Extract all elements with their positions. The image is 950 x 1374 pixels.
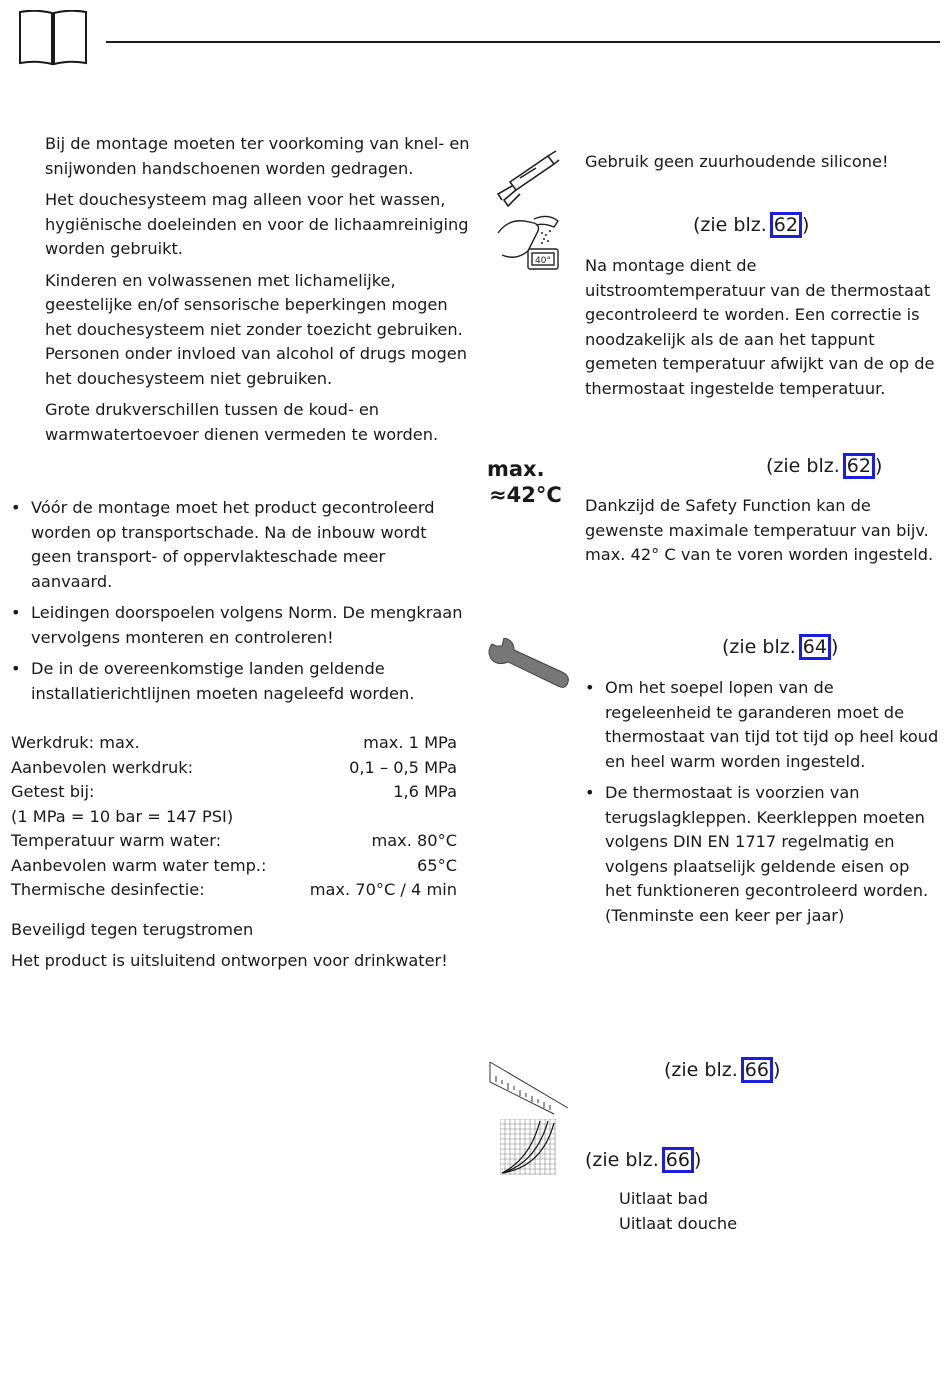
reference-suffix: ) <box>693 1149 702 1171</box>
bullet-marker: • <box>11 659 21 678</box>
book-icon <box>19 10 87 66</box>
reference-suffix: ) <box>801 214 810 236</box>
page-reference <box>585 1147 701 1173</box>
spec-label: Aanbevolen warm water temp.: <box>11 855 267 875</box>
spec-value: max. 80°C <box>371 831 457 850</box>
calibration-text: Na montage dient de uitstroomtemperatuur van de thermostaat gecontroleerd te worden. Een correctie is noodzakelijk als de aan het tappunt gemeten temperatuur afwijkt van de op de thermostaat ingestelde temperatuur. <box>585 256 935 398</box>
spec-row <box>11 780 457 805</box>
reference-label: (zie blz. <box>693 214 767 236</box>
spec-value: 65°C <box>417 855 457 875</box>
spec-label: Temperatuur warm water: <box>11 831 222 850</box>
safety-paragraph: Kinderen en volwassenen met lichamelijke, geestelijke en/of sensorische beperkingen mogen het douchesysteem niet zonder toezicht gebruiken. Personen onder invloed van alcohol of drugs mogen het douchesysteem niet gebruiken. <box>45 270 467 388</box>
spec-label: Aanbevolen werkdruk: <box>11 757 194 777</box>
page-link[interactable]: 66 <box>662 1147 694 1173</box>
list-item <box>11 496 471 594</box>
page-reference <box>722 634 838 660</box>
reference-label: (zie blz. <box>722 636 796 658</box>
spec-row <box>11 854 457 879</box>
reference-label: (zie blz. <box>766 455 840 477</box>
bullet-marker: • <box>585 783 595 802</box>
page-link[interactable]: 64 <box>799 634 831 660</box>
list-item: Uitlaat douche <box>619 1213 738 1233</box>
thermometer-hand-icon <box>494 211 562 281</box>
spec-value: max. 70°C / 4 min <box>309 880 457 899</box>
bullet-marker: • <box>11 498 21 517</box>
reference-label: (zie blz. <box>585 1149 659 1171</box>
page-link[interactable]: 62 <box>770 212 802 238</box>
list-item-text: De thermostaat is voorzien van terugslagkleppen. Keerkleppen moeten volgens DIN EN 1717 regelmatig en volgens plaatselijk geldende eisen op het funktioneren gecontroleerd worden. (Tenminste een keer per jaar) <box>605 783 929 925</box>
safety-paragraph: Het douchesysteem mag alleen voor het wassen, hygiënische doeleinden en voor de lichaamreiniging worden gebruikt. <box>45 190 469 258</box>
dimension-ruler-icon <box>488 1060 570 1124</box>
spec-value: 1,6 MPa <box>393 782 457 801</box>
maintenance-notes <box>585 676 941 935</box>
spec-value: 0,1 – 0,5 MPa <box>349 757 457 777</box>
spec-label: Getest bij: <box>11 782 95 801</box>
list-item-text: Leidingen doorspoelen volgens Norm. De mengkraan vervolgens monteren en controleren! <box>31 603 463 647</box>
drinking-water-note: Het product is uitsluitend ontworpen voor drinkwater! <box>11 951 448 970</box>
page-link[interactable]: 66 <box>741 1057 773 1083</box>
page-link[interactable]: 62 <box>843 453 875 479</box>
spec-row <box>11 805 457 830</box>
bullet-marker: • <box>11 603 21 622</box>
reference-suffix: ) <box>830 636 839 658</box>
backflow-note: Beveiligd tegen terugstromen <box>11 920 254 939</box>
spec-label: Werkdruk: max. <box>11 733 140 752</box>
header-rule <box>106 41 940 43</box>
spec-row <box>11 756 457 781</box>
flow-graph-icon <box>500 1119 556 1183</box>
list-item-text: Om het soepel lopen van de regeleenheid te garanderen moet de thermostaat van tijd tot tijd op heel koud en heel warm worden ingesteld. <box>605 678 939 771</box>
wrench-icon <box>486 638 572 698</box>
spec-row <box>11 731 457 756</box>
safety-function-text: Dankzijd de Safety Function kan de gewenste maximale temperatuur van bijv. max. 42° C van te voren worden ingesteld. <box>585 496 934 564</box>
reference-suffix: ) <box>874 455 883 477</box>
safety-notes <box>45 132 475 447</box>
spec-value: max. 1 MPa <box>363 733 457 752</box>
reference-label: (zie blz. <box>664 1059 738 1081</box>
silicone-note: Gebruik geen zuurhoudende silicone! <box>585 152 889 171</box>
svg-text:40°: 40° <box>535 256 551 266</box>
list-item <box>11 601 471 650</box>
spec-row <box>11 829 457 854</box>
reference-suffix: ) <box>772 1059 781 1081</box>
max-label: max. <box>487 457 545 481</box>
list-item <box>585 781 941 928</box>
list-item <box>11 657 471 706</box>
page-reference <box>766 453 882 479</box>
spec-label: (1 MPa = 10 bar = 147 PSI) <box>11 806 234 826</box>
spec-label: Thermische desinfectie: <box>11 880 205 899</box>
montage-notes <box>11 496 471 713</box>
flow-diagram-legend <box>619 1187 919 1236</box>
list-item-text: De in de overeenkomstige landen geldende installatierichtlijnen moeten nageleefd worden. <box>31 659 415 703</box>
list-item <box>585 676 941 774</box>
spec-row <box>11 878 457 903</box>
list-item: Uitlaat bad <box>619 1189 708 1208</box>
bullet-marker: • <box>585 678 595 697</box>
safety-paragraph: Bij de montage moeten ter voorkoming van knel- en snijwonden handschoenen worden gedragen. <box>45 134 470 178</box>
list-item-text: Vóór de montage moet het product gecontroleerd worden op transportschade. Na de inbouw wordt geen transport- of oppervlakteschade meer aanvaard. <box>31 498 435 591</box>
silicone-gun-icon <box>492 150 560 216</box>
page-reference <box>693 212 809 238</box>
spec-table <box>11 731 457 903</box>
safety-paragraph: Grote drukverschillen tussen de koud- en warmwatertoevoer dienen vermeden te worden. <box>45 400 439 444</box>
max-temp-label: ≈42°C <box>489 483 562 507</box>
page-reference <box>664 1057 780 1083</box>
